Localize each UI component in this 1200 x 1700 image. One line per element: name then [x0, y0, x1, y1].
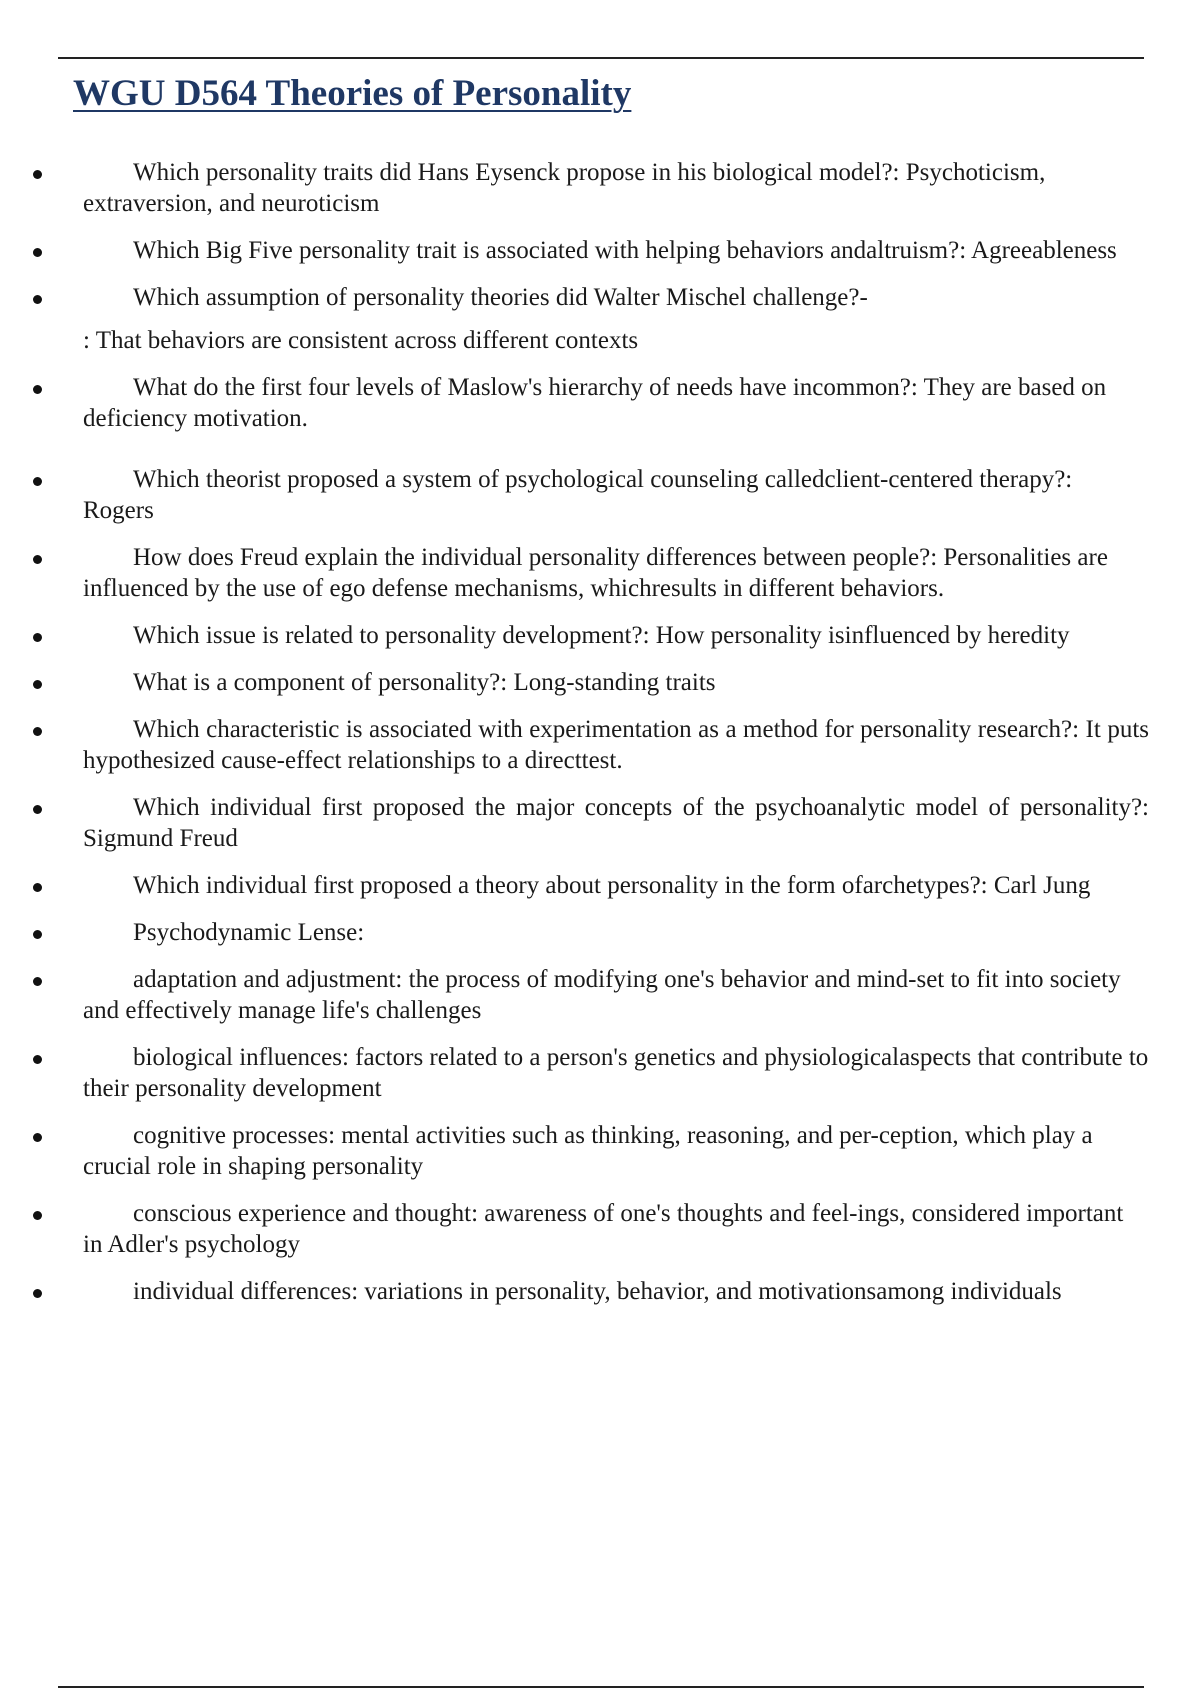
bullet-icon: [33, 977, 42, 986]
document-title: WGU D564 Theories of Personality: [73, 73, 632, 114]
bullet-icon: [33, 385, 42, 394]
list-item: Which issue is related to personality development?: How personality isinfluenced by heredity: [83, 620, 1149, 651]
bullet-icon: [33, 170, 42, 179]
list-item: conscious experience and thought: awareness of one's thoughts and feel-ings, considered important in Adler's psychology: [83, 1198, 1149, 1260]
list-item: Which Big Five personality trait is associated with helping behaviors andaltruism?: Agreeableness: [83, 235, 1149, 266]
list-item: adaptation and adjustment: the process of modifying one's behavior and mind-set to fit into society and effectively manage life's challenges: [83, 964, 1149, 1026]
bullet-icon: [33, 805, 42, 814]
bullet-list: [83, 157, 1149, 1323]
list-item: individual differences: variations in personality, behavior, and motivationsamong individuals: [83, 1276, 1149, 1307]
bullet-icon: [33, 680, 42, 689]
list-item: biological influences: factors related to a person's genetics and physiologicalaspects that contribute to their personality development: [83, 1042, 1149, 1104]
bullet-icon: [33, 930, 42, 939]
bullet-icon: [33, 555, 42, 564]
list-item: Psychodynamic Lense:: [83, 917, 1149, 948]
list-item: Which assumption of personality theories did Walter Mischel challenge?-: [83, 282, 1149, 313]
answer-continuation: : That behaviors are consistent across different contexts: [83, 327, 639, 354]
bullet-icon: [33, 477, 42, 486]
bullet-icon: [33, 1289, 42, 1298]
list-item: How does Freud explain the individual personality differences between people?: Personalities are influenced by the use of ego defense mechanisms, whichresults in different behaviors.: [83, 542, 1149, 604]
bullet-icon: [33, 1055, 42, 1064]
bullet-icon: [33, 883, 42, 892]
list-item: What do the first four levels of Maslow's hierarchy of needs have incommon?: They are based on deficiency motivation.: [83, 372, 1149, 434]
bullet-icon: [33, 1211, 42, 1220]
bottom-rule: [58, 1686, 1144, 1688]
list-item: Which characteristic is associated with experimentation as a method for personality research?: It puts hypothesized cause-effect relationships to a directtest.: [83, 714, 1149, 776]
list-item: Which individual first proposed a theory about personality in the form ofarchetypes?: Carl Jung: [83, 870, 1149, 901]
list-item: Which individual first proposed the major concepts of the psychoanalytic model of personality?: Sigmund Freud: [83, 792, 1149, 854]
bullet-icon: [33, 1133, 42, 1142]
list-item: cognitive processes: mental activities such as thinking, reasoning, and per-ception, which play a crucial role in shaping personality: [83, 1120, 1149, 1182]
bullet-icon: [33, 633, 42, 642]
bullet-icon: [33, 248, 42, 257]
bullet-icon: [33, 727, 42, 736]
top-rule: [58, 57, 1144, 59]
list-item: Which personality traits did Hans Eysenck propose in his biological model?: Psychoticism, extraversion, and neuroticism: [83, 157, 1149, 219]
bullet-icon: [33, 295, 42, 304]
list-item: Which theorist proposed a system of psychological counseling calledclient-centered therapy?: Rogers: [83, 464, 1149, 526]
list-item: What is a component of personality?: Long-standing traits: [83, 667, 1149, 698]
